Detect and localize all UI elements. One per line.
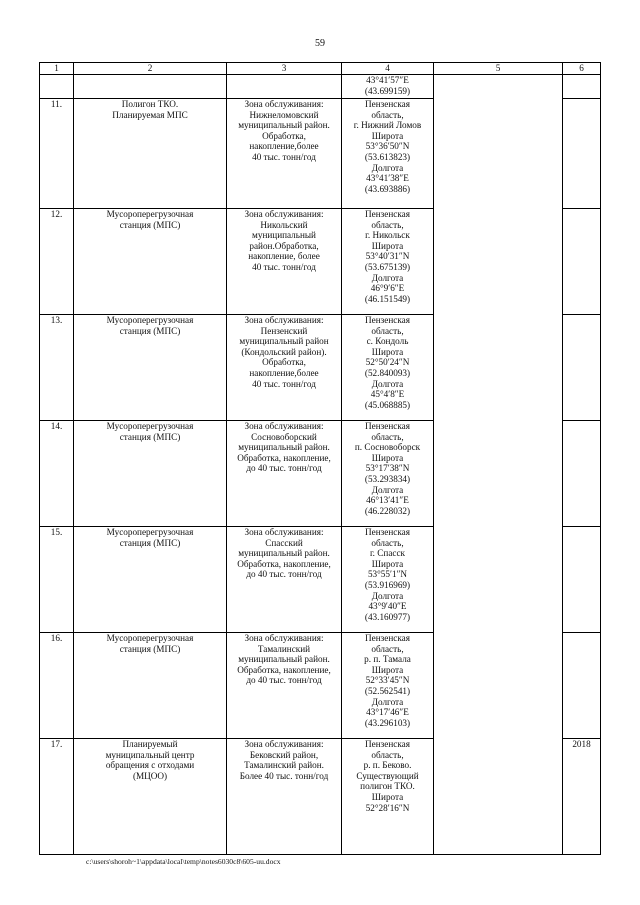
cell-line: станция (МПС): [119, 219, 181, 230]
cell-line: Мусороперегрузочная: [106, 421, 194, 431]
cell-line: Мусороперегрузочная: [106, 315, 194, 325]
location-coordinates: [342, 633, 434, 739]
row-number: 11.: [40, 99, 74, 209]
cell-line: Долгота: [371, 696, 404, 707]
cell-line: область,: [371, 431, 404, 442]
cell-line: муниципальный центр: [105, 749, 195, 760]
facility-name: [74, 315, 227, 421]
cell-line: (43.160977): [364, 611, 411, 622]
column-6-cell: 2018: [563, 739, 601, 855]
header-cell: 5: [434, 63, 563, 75]
cell-line: 43°41′38″E: [366, 173, 409, 184]
cell-line: (53.675139): [364, 261, 411, 272]
cell-line: (43.693886): [364, 183, 411, 194]
row-number: 14.: [40, 421, 74, 527]
cell-line: муниципальный район.: [238, 548, 330, 559]
cell-line: р. п. Беково.: [363, 760, 412, 771]
continuation-cell: [40, 75, 74, 99]
cell-line: до 40 тыс. тонн/год: [246, 463, 322, 474]
facility-name: [74, 421, 227, 527]
cell-line: (46.228032): [364, 505, 411, 516]
facility-name: [74, 527, 227, 633]
continuation-cell: [74, 75, 227, 99]
cell-line: Пензенская: [365, 527, 410, 537]
cell-line: Обработка, накопление,: [237, 452, 331, 463]
cell-line: область,: [371, 109, 404, 120]
location-coordinates: [342, 315, 434, 421]
header-cell: 4: [342, 63, 434, 75]
row-number: 12.: [40, 209, 74, 315]
column-6-cell: [563, 421, 601, 527]
cell-line: 43°9′40″E: [368, 601, 407, 612]
cell-line: Зона обслуживания:: [244, 421, 324, 431]
cell-line: район.Обработка,: [249, 240, 319, 251]
header-row: [40, 63, 601, 75]
cell-line: Широта: [371, 452, 404, 463]
cell-line: область,: [371, 749, 404, 760]
facilities-table: [39, 62, 601, 855]
cell-line: 46°9′6″E: [370, 283, 405, 294]
cell-line: Пензенская: [365, 209, 410, 219]
cell-line: Тамалинский: [257, 643, 311, 654]
cell-line: область,: [371, 537, 404, 548]
cell-line: (53.613823): [364, 151, 411, 162]
cell-line: 40 тыс. тонн/год: [252, 378, 316, 389]
cell-line: г. Никольск: [365, 230, 410, 241]
row-number: 16.: [40, 633, 74, 739]
cell-line: муниципальный: [252, 230, 316, 241]
cell-line: Обработка, накопление,: [237, 558, 331, 569]
cell-line: Зона обслуживания:: [244, 739, 324, 749]
cell-line: 52°50′24″N: [365, 357, 410, 368]
column-5-merged-cell: [434, 75, 563, 855]
cell-line: Зона обслуживания:: [244, 99, 324, 109]
cell-line: Пензенский: [260, 325, 308, 336]
cell-line: 53°36′50″N: [365, 141, 410, 152]
cell-line: Сосновоборский: [251, 431, 317, 442]
row-number: 13.: [40, 315, 74, 421]
cell-line: муниципальный район: [239, 336, 329, 347]
cell-line: Широта: [371, 791, 404, 802]
cell-line: муниципальный район.: [238, 120, 330, 131]
cell-line: Более 40 тыс. тонн/год: [239, 770, 329, 781]
column-6-cell: [563, 527, 601, 633]
cell-line: Тамалинский район.: [244, 760, 324, 771]
cell-line: (Кондольский район).: [241, 346, 327, 357]
cell-line: Обработка,: [262, 357, 306, 368]
continuation-row: [40, 75, 601, 99]
cell-line: Долгота: [371, 378, 404, 389]
cell-line: Планируемый: [122, 739, 178, 749]
cell-line: Мусороперегрузочная: [106, 527, 194, 537]
service-zone: [227, 739, 342, 855]
cell-line: накопление,более: [249, 367, 319, 378]
cell-line: Широта: [371, 346, 404, 357]
cell-line: (43.296103): [364, 717, 411, 728]
cell-line: Широта: [371, 130, 404, 141]
continuation-cell: [563, 75, 601, 99]
cell-line: станция (МПС): [119, 325, 181, 336]
cell-line: станция (МПС): [119, 643, 181, 654]
cell-line: (МЦОО): [132, 770, 168, 781]
cell-line: Пензенская: [365, 421, 410, 431]
service-zone: [227, 315, 342, 421]
cell-line: 53°40′31″N: [365, 251, 410, 262]
cell-line: Планируемая МПС: [112, 109, 188, 120]
cell-line: Долгота: [371, 162, 404, 173]
cell-line: 43°17′46″E: [366, 707, 409, 718]
cell-line: 53°17′38″N: [365, 463, 410, 474]
cell-line: 45°4′8″E: [370, 389, 405, 400]
continuation-cell: [227, 75, 342, 99]
service-zone: [227, 633, 342, 739]
cell-line: Зона обслуживания:: [244, 527, 324, 537]
cell-line: Долгота: [371, 272, 404, 283]
cell-line: Широта: [371, 240, 404, 251]
cell-line: 52°28′16″N: [365, 802, 410, 813]
location-coordinates: [342, 421, 434, 527]
cell-line: Обработка, накопление,: [237, 664, 331, 675]
cell-line: Бековский район,: [249, 749, 319, 760]
cell-line: Спасский: [265, 537, 303, 548]
service-zone: [227, 421, 342, 527]
cell-line: (45.068885): [364, 399, 411, 410]
cell-line: 40 тыс. тонн/год: [252, 261, 316, 272]
cell-line: г. Нижний Ломов: [353, 120, 422, 131]
facility-name: [74, 633, 227, 739]
cell-line: Пензенская: [365, 633, 410, 643]
header-cell: 6: [563, 63, 601, 75]
cell-line: Пензенская: [365, 99, 410, 109]
cell-line: Мусороперегрузочная: [106, 209, 194, 219]
column-6-cell: [563, 315, 601, 421]
header-cell: 2: [74, 63, 227, 75]
cell-line: до 40 тыс. тонн/год: [246, 675, 322, 686]
cell-line: п. Сосновоборск: [354, 442, 421, 453]
footer-file-path: c:\users\shoroh~1\appdata\local\temp\notes6030c8\605-uu.docx: [86, 857, 281, 866]
cell-line: Полигон ТКО.: [121, 99, 179, 109]
header-cell: 3: [227, 63, 342, 75]
location-coordinates: [342, 527, 434, 633]
cell-line: станция (МПС): [119, 431, 181, 442]
facility-name: [74, 209, 227, 315]
cell-line: Нижнеломовский: [249, 109, 319, 120]
cell-line: станция (МПС): [119, 537, 181, 548]
coord-line: 43°41′57″E: [366, 75, 409, 85]
column-6-cell: [563, 209, 601, 315]
cell-line: Никольский: [260, 219, 308, 230]
service-zone: [227, 209, 342, 315]
row-number: 15.: [40, 527, 74, 633]
cell-line: область,: [371, 325, 404, 336]
cell-line: 52°33′45″N: [365, 675, 410, 686]
cell-line: р. п. Тамала: [364, 654, 411, 665]
location-coordinates: [342, 209, 434, 315]
header-cell: 1: [40, 63, 74, 75]
cell-line: Существующий: [356, 770, 419, 781]
cell-line: (53.293834): [364, 473, 411, 484]
continuation-coordinates: [342, 75, 434, 99]
facility-name: [74, 99, 227, 209]
cell-line: Зона обслуживания:: [244, 209, 324, 219]
facility-name: [74, 739, 227, 855]
cell-line: (52.840093): [364, 367, 411, 378]
cell-line: область,: [371, 219, 404, 230]
service-zone: [227, 527, 342, 633]
cell-line: Зона обслуживания:: [244, 633, 324, 643]
cell-line: Долгота: [371, 590, 404, 601]
cell-line: область,: [371, 643, 404, 654]
cell-line: Пензенская: [365, 315, 410, 325]
cell-line: накопление, более: [248, 251, 320, 262]
cell-line: (46.151549): [364, 293, 411, 304]
page-number: 59: [315, 38, 325, 49]
service-zone: [227, 99, 342, 209]
cell-line: (52.562541): [364, 685, 411, 696]
cell-line: полигон ТКО.: [360, 781, 415, 792]
cell-line: Широта: [371, 558, 404, 569]
cell-line: муниципальный район.: [238, 442, 330, 453]
cell-line: Обработка,: [262, 130, 306, 141]
cell-line: (53.916969): [364, 579, 411, 590]
column-6-cell: [563, 633, 601, 739]
coord-line: (43.699159): [364, 85, 411, 96]
location-coordinates: [342, 739, 434, 855]
cell-line: накопление,более: [249, 141, 319, 152]
cell-line: г. Спасск: [369, 548, 406, 559]
cell-line: 40 тыс. тонн/год: [252, 151, 316, 162]
cell-line: Широта: [371, 664, 404, 675]
cell-line: 46°13′41″E: [366, 495, 409, 506]
cell-line: Пензенская: [365, 739, 410, 749]
row-number: 17.: [40, 739, 74, 855]
cell-line: до 40 тыс. тонн/год: [246, 569, 322, 580]
cell-line: Зона обслуживания:: [244, 315, 324, 325]
column-6-cell: [563, 99, 601, 209]
location-coordinates: [342, 99, 434, 209]
cell-line: с. Кондоль: [366, 336, 409, 347]
cell-line: муниципальный район.: [238, 654, 330, 665]
cell-line: 53°55′1″N: [367, 569, 408, 580]
cell-line: обращения с отходами: [105, 760, 195, 771]
cell-line: Мусороперегрузочная: [106, 633, 194, 643]
cell-line: Долгота: [371, 484, 404, 495]
